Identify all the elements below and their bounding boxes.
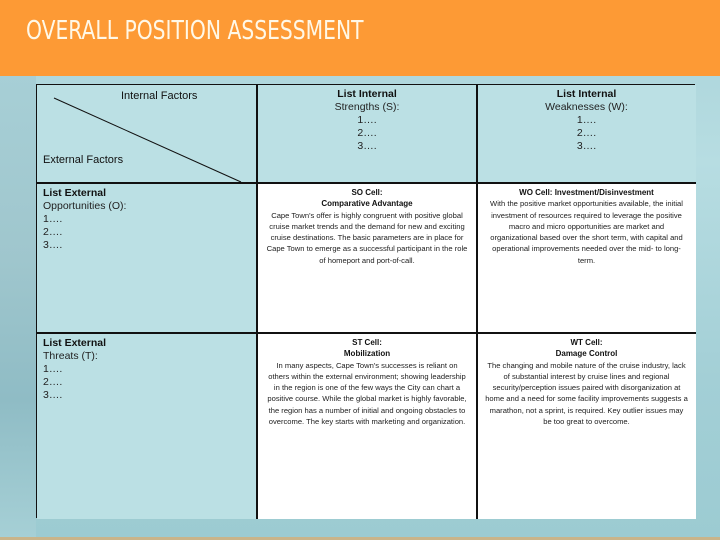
opportunities-header <box>37 183 257 333</box>
strengths-subheading: Strengths (S): <box>334 101 400 113</box>
weaknesses-header <box>477 85 696 183</box>
grid-divider <box>256 85 258 519</box>
swot-matrix <box>36 84 695 518</box>
wo-cell-body: With the positive market opportunities available, the initial investment of resources required to leverage the positive macro and micro opportunities are market and organizational based over the short term, with capital and operational improvements needed over the mid- to long-term. <box>490 199 683 265</box>
threats-item: 3…. <box>43 389 63 401</box>
st-cell <box>257 333 477 519</box>
so-cell <box>257 183 477 333</box>
strengths-item: 2…. <box>357 127 377 139</box>
grid-divider <box>476 85 478 519</box>
corner-cell <box>37 85 257 183</box>
threats-header <box>37 333 257 519</box>
st-cell-subtitle: Mobilization <box>343 349 391 359</box>
opportunities-item: 3…. <box>43 239 63 251</box>
st-cell-title: ST Cell: <box>352 338 382 347</box>
opportunities-item: 2…. <box>43 226 63 238</box>
wt-cell <box>477 333 696 519</box>
internal-factors-label: Internal Factors <box>121 90 198 102</box>
weaknesses-item: 2…. <box>576 127 597 139</box>
wo-cell <box>477 183 696 333</box>
threats-item: 2…. <box>43 376 63 388</box>
opportunities-item: 1…. <box>43 213 63 225</box>
wt-cell-title: WT Cell: <box>570 338 603 347</box>
threats-heading: List External <box>43 337 107 349</box>
so-cell-body: Cape Town's offer is highly congruent with positive global cruise market trends and the demand for new and exciting cruise destinations. The basic parameters are in place for Cape Town to emerge as a successful participant in the role of homeport and port-of-call. <box>266 210 468 265</box>
threats-subheading: Threats (T): <box>43 350 98 362</box>
threats-item: 1…. <box>43 363 63 375</box>
wt-cell-body: The changing and mobile nature of the cruise industry, lack of substantial interest by cruise lines and regional security/perception issues paired with disorganization at home and a need for some facility improvements suggests a marathon, not a sprint, is required. Key outlier issues may be too great to overcome. <box>485 360 688 427</box>
weaknesses-item: 1…. <box>576 114 597 126</box>
so-cell-subtitle: Comparative Advantage <box>321 199 413 209</box>
strengths-header <box>257 85 477 183</box>
weaknesses-subheading: Weaknesses (W): <box>545 101 628 113</box>
grid-divider <box>37 332 696 334</box>
slide-header <box>0 0 720 76</box>
opportunities-heading: List External <box>43 187 107 199</box>
weaknesses-heading: List Internal <box>556 88 617 100</box>
external-factors-label: External Factors <box>43 154 124 166</box>
so-cell-title: SO Cell: <box>351 188 383 197</box>
opportunities-subheading: Opportunities (O): <box>43 200 127 212</box>
strengths-item: 1…. <box>357 114 377 126</box>
grid-divider <box>37 182 696 184</box>
background-image <box>0 74 36 540</box>
weaknesses-item: 3…. <box>576 140 597 152</box>
slide-title: OVERALL POSITION ASSESSMENT <box>26 16 364 46</box>
strengths-item: 3…. <box>357 140 377 152</box>
wt-cell-subtitle: Damage Control <box>555 349 618 359</box>
wo-cell-title: WO Cell: Investment/Disinvestment <box>519 188 654 197</box>
strengths-heading: List Internal <box>337 88 397 100</box>
st-cell-body: In many aspects, Cape Town's successes is reliant on others within the external environment; showing leadership in the region is one of the few ways the City can chart a positive course. While the global market is highly favorable, the region has a number of initial and ongoing obstacles to overcome. The key starts with marketing and organization. <box>267 360 467 427</box>
